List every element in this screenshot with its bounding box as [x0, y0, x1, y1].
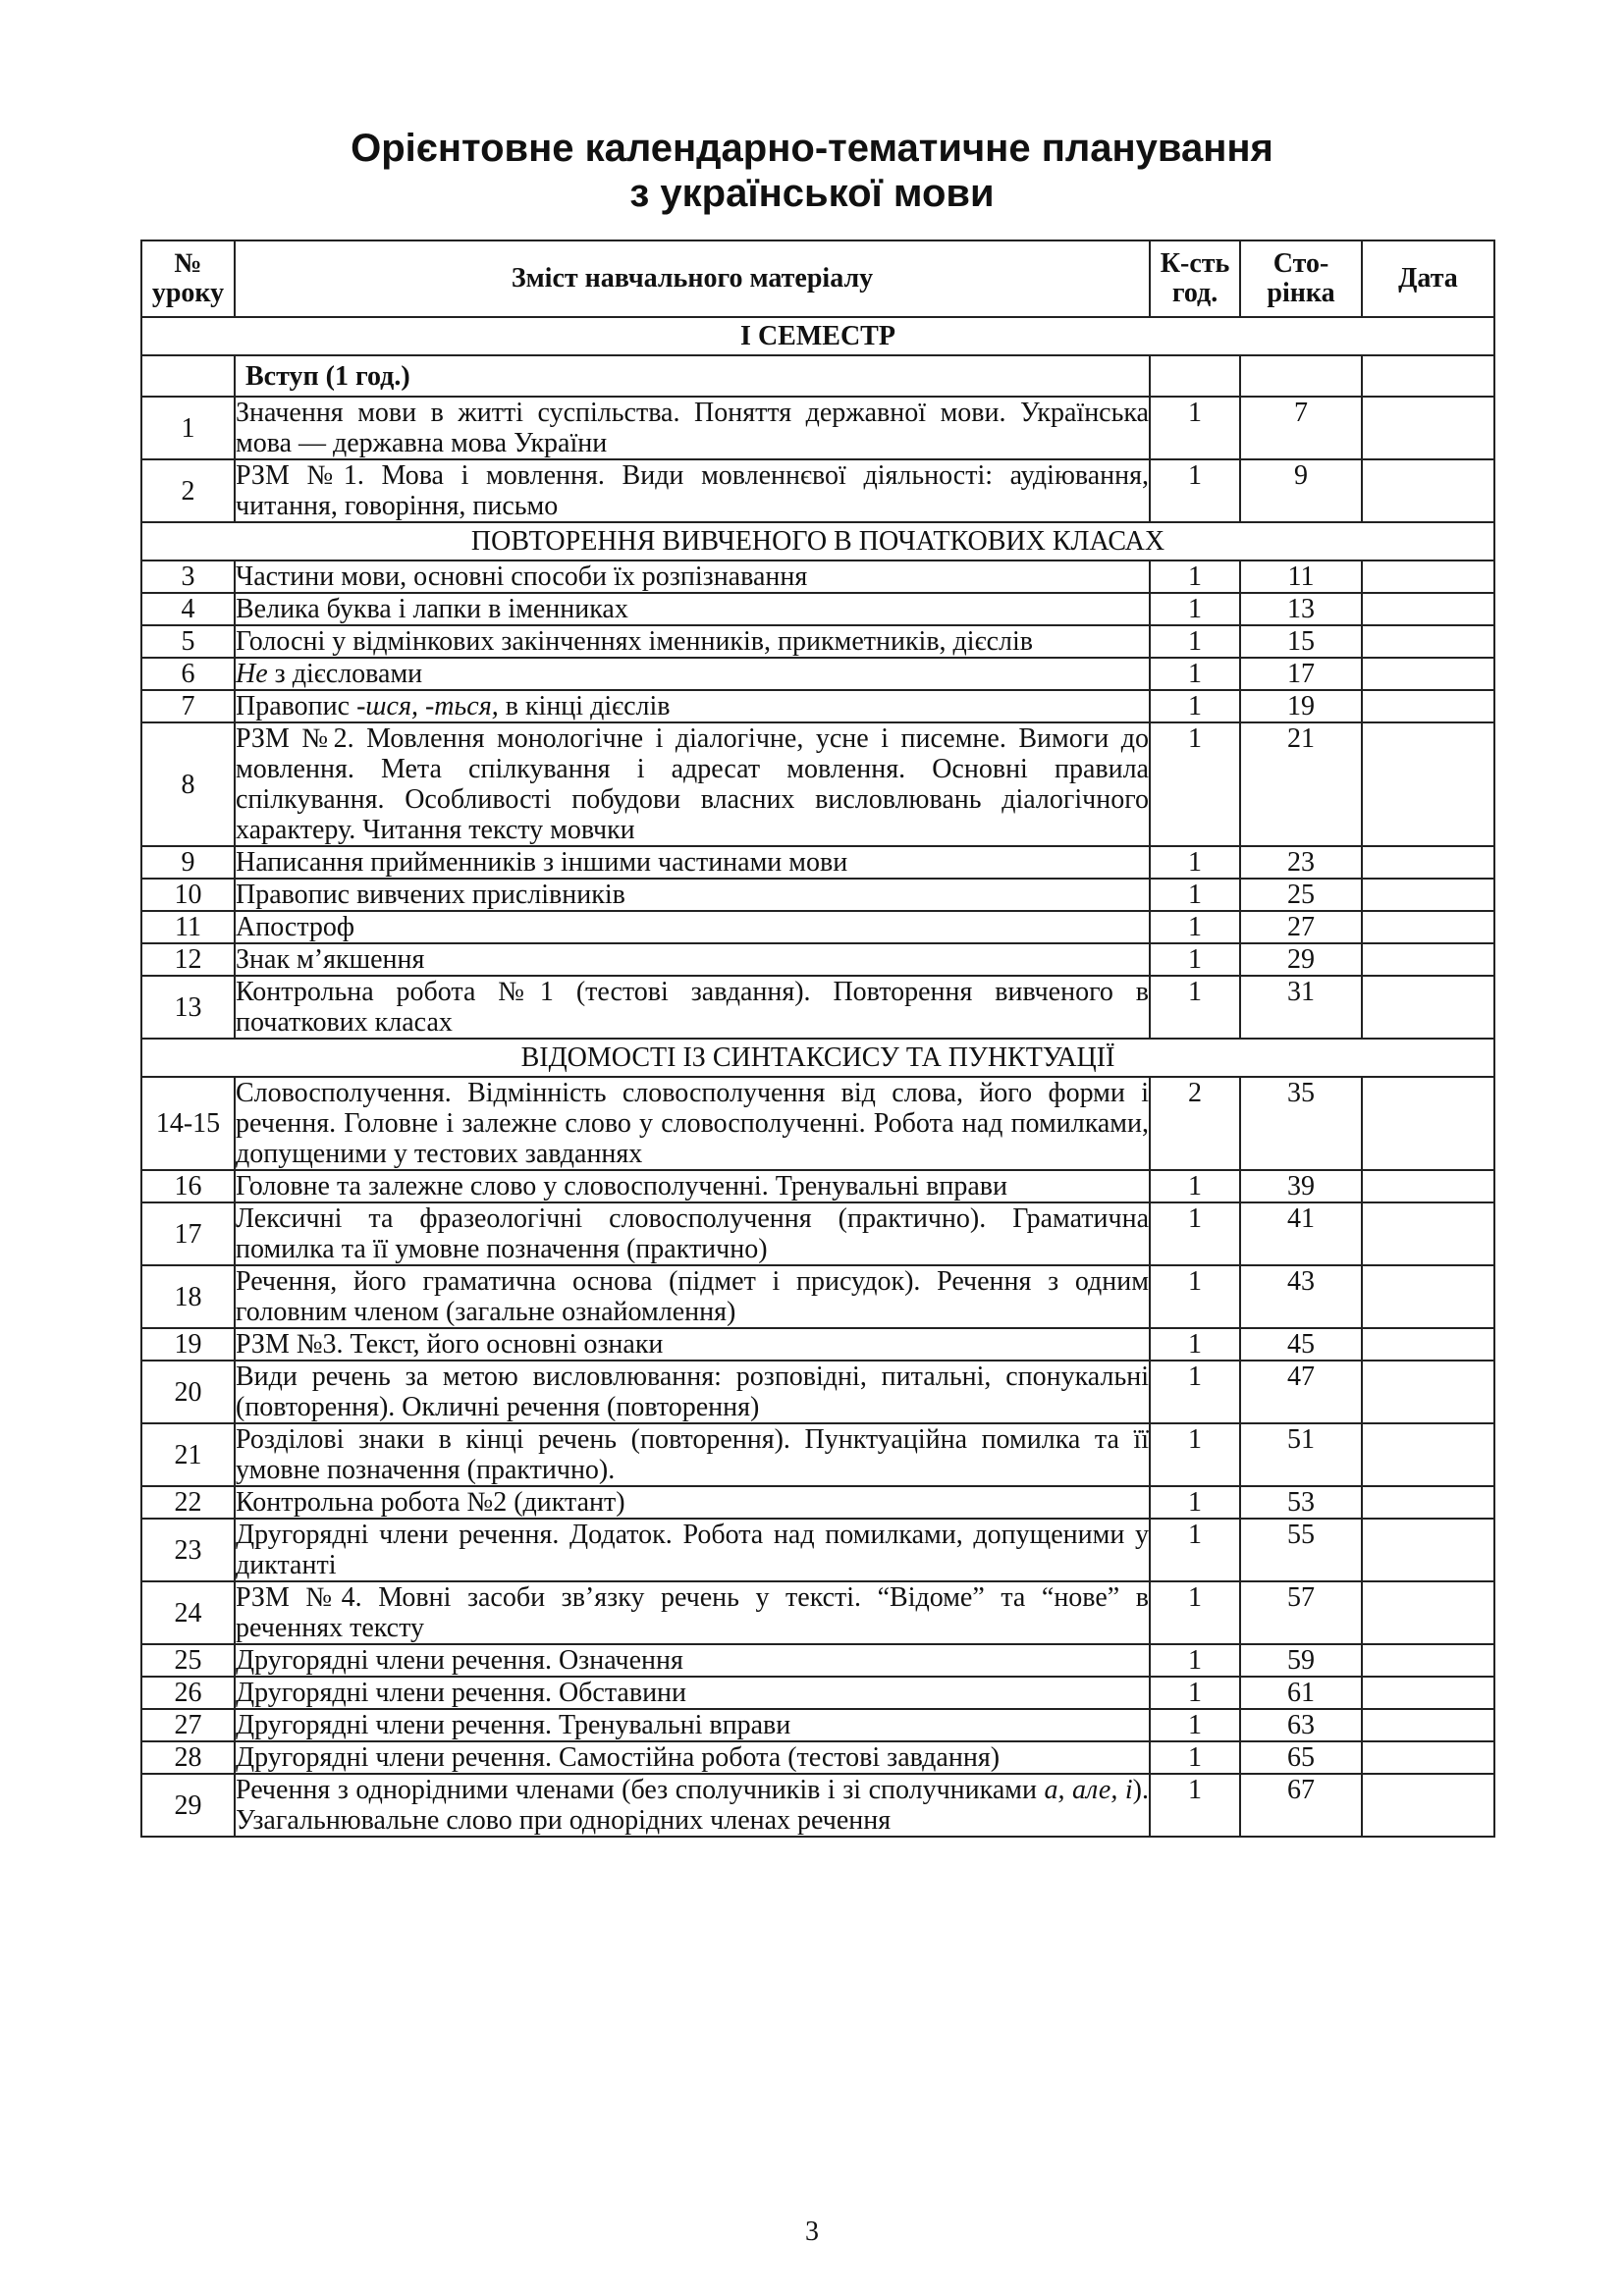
lesson-date	[1362, 1361, 1494, 1423]
lesson-page: 53	[1240, 1486, 1362, 1519]
table-row	[141, 593, 1494, 625]
table-row	[141, 1361, 1494, 1423]
lesson-date	[1362, 1170, 1494, 1202]
table-row	[141, 1328, 1494, 1361]
title-line-1: Орієнтовне календарно-тематичне планування	[351, 127, 1273, 170]
lesson-content: Контрольна робота №1 (тестові завдання). Повторення вивченого в початкових класах	[236, 977, 1149, 1038]
table-row	[141, 943, 1494, 976]
semester-label: І СЕМЕСТР	[141, 317, 1494, 355]
lesson-page: 17	[1240, 658, 1362, 690]
lesson-hours: 1	[1150, 459, 1240, 522]
lesson-content: Другорядні члени речення. Додаток. Робота над помилками, допущеними у диктанті	[236, 1520, 1149, 1580]
lesson-hours: 1	[1150, 690, 1240, 722]
table-row	[141, 1265, 1494, 1328]
lesson-page: 23	[1240, 846, 1362, 879]
table-row	[141, 1709, 1494, 1741]
table-row	[141, 1423, 1494, 1486]
lesson-page: 31	[1240, 976, 1362, 1039]
lesson-hours: 1	[1150, 1741, 1240, 1774]
lesson-page: 47	[1240, 1361, 1362, 1423]
lesson-content: РЗМ №2. Мовлення монологічне і діалогічне, усне і писемне. Вимоги до мовлення. Мета спілкування і адресат мовлення. Основні правила спілкування. Особливості побудови власних висловлювань діалогічного характеру. Читання тексту мовчки	[236, 723, 1149, 845]
table-row	[141, 1741, 1494, 1774]
lesson-hours: 1	[1150, 1170, 1240, 1202]
lesson-content: Значення мови в житті суспільства. Поняття державної мови. Українська мова — державна мова України	[236, 398, 1149, 458]
table-row	[141, 1774, 1494, 1837]
lesson-date	[1362, 1519, 1494, 1581]
lesson-page: 9	[1240, 459, 1362, 522]
lesson-number: 27	[141, 1709, 235, 1741]
lesson-content: Голосні у відмінкових закінченнях іменників, прикметників, дієслів	[235, 625, 1150, 658]
lesson-page: 35	[1240, 1077, 1362, 1170]
lesson-date	[1362, 1265, 1494, 1328]
lesson-content: Велика буква і лапки в іменниках	[235, 593, 1150, 625]
lesson-number: 17	[141, 1202, 235, 1265]
lesson-number: 3	[141, 561, 235, 593]
lesson-hours: 1	[1150, 593, 1240, 625]
lesson-number: 14-15	[141, 1077, 235, 1170]
table-row	[141, 459, 1494, 522]
lesson-hours: 1	[1150, 846, 1240, 879]
lesson-page: 61	[1240, 1677, 1362, 1709]
lesson-date	[1362, 722, 1494, 846]
lesson-number: 22	[141, 1486, 235, 1519]
lesson-date	[1362, 1709, 1494, 1741]
lesson-date	[1362, 561, 1494, 593]
lesson-hours: 2	[1150, 1077, 1240, 1170]
lesson-hours: 1	[1150, 1709, 1240, 1741]
table-row	[141, 1644, 1494, 1677]
lesson-date	[1362, 846, 1494, 879]
lesson-hours: 1	[1150, 1328, 1240, 1361]
lesson-date	[1362, 911, 1494, 943]
table-header-row	[141, 240, 1494, 317]
lesson-page: 65	[1240, 1741, 1362, 1774]
lesson-number: 23	[141, 1519, 235, 1581]
lesson-page: 57	[1240, 1581, 1362, 1644]
lesson-number: 16	[141, 1170, 235, 1202]
table-row	[141, 1486, 1494, 1519]
lesson-content: Правопис -шся, -ться, в кінці дієслів	[235, 690, 1150, 722]
lesson-number: 4	[141, 593, 235, 625]
lesson-page: 19	[1240, 690, 1362, 722]
lesson-content: Контрольна робота №2 (диктант)	[235, 1486, 1150, 1519]
lesson-hours: 1	[1150, 561, 1240, 593]
header-hours: К-сть год.	[1150, 240, 1240, 317]
italic-term: Не	[236, 659, 268, 689]
lesson-number: 24	[141, 1581, 235, 1644]
lesson-content: Другорядні члени речення. Самостійна робота (тестові завдання)	[235, 1741, 1150, 1774]
lesson-number: 25	[141, 1644, 235, 1677]
semester-row	[141, 317, 1494, 355]
lesson-date	[1362, 397, 1494, 459]
lesson-content: РЗМ №4. Мовні засоби зв’язку речень у тексті. “Відоме” та “нове” в реченнях тексту	[236, 1582, 1149, 1643]
lesson-date	[1362, 459, 1494, 522]
lesson-content: Не з дієсловами	[235, 658, 1150, 690]
lesson-hours: 1	[1150, 658, 1240, 690]
lesson-number: 6	[141, 658, 235, 690]
lesson-hours: 1	[1150, 1774, 1240, 1837]
page-title	[0, 126, 1624, 216]
lesson-hours: 1	[1150, 1423, 1240, 1486]
lesson-page: 43	[1240, 1265, 1362, 1328]
lesson-page: 27	[1240, 911, 1362, 943]
lesson-hours: 1	[1150, 1202, 1240, 1265]
lesson-number: 8	[141, 722, 235, 846]
lesson-date	[1362, 690, 1494, 722]
lesson-page: 39	[1240, 1170, 1362, 1202]
lesson-content: РЗМ №1. Мова і мовлення. Види мовленнєвої діяльності: аудіювання, читання, говоріння, письмо	[236, 460, 1149, 521]
lesson-hours: 1	[1150, 943, 1240, 976]
lesson-hours: 1	[1150, 879, 1240, 911]
lesson-number: 28	[141, 1741, 235, 1774]
lesson-content: Види речень за метою висловлювання: розповідні, питальні, спонукальні (повторення). Окличні речення (повторення)	[236, 1362, 1149, 1422]
lesson-date	[1362, 943, 1494, 976]
lesson-content: Знак м’якшення	[235, 943, 1150, 976]
lesson-date	[1362, 1328, 1494, 1361]
italic-term: -шся, -ться,	[356, 691, 499, 721]
lesson-number: 10	[141, 879, 235, 911]
lesson-number: 18	[141, 1265, 235, 1328]
lesson-number: 1	[141, 397, 235, 459]
table-row	[141, 1170, 1494, 1202]
lesson-hours: 1	[1150, 397, 1240, 459]
table-row	[141, 625, 1494, 658]
lesson-content: Лексичні та фразеологічні словосполучення (практично). Граматична помилка та її умовне позначення (практично)	[236, 1203, 1149, 1264]
lesson-page: 45	[1240, 1328, 1362, 1361]
italic-term: а, але, і	[1044, 1775, 1133, 1805]
lesson-page: 63	[1240, 1709, 1362, 1741]
lesson-hours: 1	[1150, 1677, 1240, 1709]
lesson-date	[1362, 658, 1494, 690]
lesson-page: 21	[1240, 722, 1362, 846]
section-label: ПОВТОРЕННЯ ВИВЧЕНОГО В ПОЧАТКОВИХ КЛАСАХ	[141, 522, 1494, 561]
lesson-hours: 1	[1150, 1519, 1240, 1581]
lesson-date	[1362, 976, 1494, 1039]
table-row	[141, 722, 1494, 846]
table-row	[141, 1677, 1494, 1709]
lesson-number: 7	[141, 690, 235, 722]
lesson-number: 29	[141, 1774, 235, 1837]
lesson-content: Другорядні члени речення. Тренувальні вправи	[235, 1709, 1150, 1741]
lesson-content: Другорядні члени речення. Означення	[235, 1644, 1150, 1677]
lesson-number: 5	[141, 625, 235, 658]
table-row	[141, 658, 1494, 690]
table-row	[141, 846, 1494, 879]
lesson-content: Речення з однорідними членами (без сполучників і зі сполучниками а, але, і). Узагальнювальне слово при однорідних членах речення	[236, 1775, 1149, 1836]
lesson-number: 26	[141, 1677, 235, 1709]
lesson-page: 15	[1240, 625, 1362, 658]
header-lesson-number: № уроку	[141, 240, 235, 317]
header-content: Зміст навчального матеріалу	[235, 240, 1150, 317]
lesson-date	[1362, 593, 1494, 625]
table-row	[141, 911, 1494, 943]
planning-table	[140, 240, 1495, 1838]
table-row	[141, 397, 1494, 459]
lesson-date	[1362, 1486, 1494, 1519]
lesson-date	[1362, 879, 1494, 911]
header-date: Дата	[1362, 240, 1494, 317]
lesson-date	[1362, 1581, 1494, 1644]
table-row	[141, 1202, 1494, 1265]
lesson-number: 19	[141, 1328, 235, 1361]
lesson-hours: 1	[1150, 1265, 1240, 1328]
lesson-content: Апостроф	[235, 911, 1150, 943]
lesson-date	[1362, 1774, 1494, 1837]
lesson-page: 25	[1240, 879, 1362, 911]
lesson-content: Правопис вивчених прислівників	[235, 879, 1150, 911]
lesson-page: 51	[1240, 1423, 1362, 1486]
section-row	[141, 1039, 1494, 1077]
section-row	[141, 522, 1494, 561]
lesson-date	[1362, 1677, 1494, 1709]
table-row	[141, 1581, 1494, 1644]
lesson-hours: 1	[1150, 1581, 1240, 1644]
table-row	[141, 1519, 1494, 1581]
lesson-content: Словосполучення. Відмінність словосполучення від слова, його форми і речення. Головне і залежне слово у словосполученні. Робота над помилками, допущеними у тестових завданнях	[236, 1078, 1149, 1169]
intro-row	[141, 355, 1494, 397]
lesson-date	[1362, 1741, 1494, 1774]
lesson-content: Написання прийменників з іншими частинами мови	[235, 846, 1150, 879]
lesson-hours: 1	[1150, 976, 1240, 1039]
section-label: ВІДОМОСТІ ІЗ СИНТАКСИСУ ТА ПУНКТУАЦІЇ	[141, 1039, 1494, 1077]
header-page: Сто- рінка	[1240, 240, 1362, 317]
lesson-content: Розділові знаки в кінці речень (повторення). Пунктуаційна помилка та її умовне позначення (практично).	[236, 1424, 1149, 1485]
lesson-number: 20	[141, 1361, 235, 1423]
lesson-content: Другорядні члени речення. Обставини	[235, 1677, 1150, 1709]
lesson-number: 9	[141, 846, 235, 879]
lesson-date	[1362, 625, 1494, 658]
table-row	[141, 690, 1494, 722]
lesson-page: 13	[1240, 593, 1362, 625]
intro-label: Вступ (1 год.)	[235, 355, 1150, 397]
lesson-content: Речення, його граматична основа (підмет і присудок). Речення з одним головним членом (загальне ознайомлення)	[236, 1266, 1149, 1327]
table-row	[141, 976, 1494, 1039]
lesson-number: 13	[141, 976, 235, 1039]
lesson-hours: 1	[1150, 1361, 1240, 1423]
lesson-number: 12	[141, 943, 235, 976]
lesson-hours: 1	[1150, 625, 1240, 658]
lesson-hours: 1	[1150, 722, 1240, 846]
lesson-date	[1362, 1202, 1494, 1265]
lesson-page: 59	[1240, 1644, 1362, 1677]
lesson-number: 2	[141, 459, 235, 522]
lesson-hours: 1	[1150, 1644, 1240, 1677]
lesson-content: Головне та залежне слово у словосполученні. Тренувальні вправи	[235, 1170, 1150, 1202]
lesson-number: 21	[141, 1423, 235, 1486]
lesson-page: 29	[1240, 943, 1362, 976]
lesson-date	[1362, 1077, 1494, 1170]
lesson-hours: 1	[1150, 911, 1240, 943]
table-row	[141, 1077, 1494, 1170]
page-number: 3	[805, 2216, 819, 2247]
lesson-page: 41	[1240, 1202, 1362, 1265]
table-row	[141, 561, 1494, 593]
lesson-date	[1362, 1423, 1494, 1486]
title-line-2: з української мови	[629, 172, 995, 215]
lesson-hours: 1	[1150, 1486, 1240, 1519]
table-row	[141, 879, 1494, 911]
lesson-page: 11	[1240, 561, 1362, 593]
lesson-page: 67	[1240, 1774, 1362, 1837]
lesson-date	[1362, 1644, 1494, 1677]
lesson-number: 11	[141, 911, 235, 943]
lesson-content: Частини мови, основні способи їх розпізнавання	[235, 561, 1150, 593]
lesson-page: 7	[1240, 397, 1362, 459]
lesson-content: РЗМ №3. Текст, його основні ознаки	[235, 1328, 1150, 1361]
lesson-page: 55	[1240, 1519, 1362, 1581]
